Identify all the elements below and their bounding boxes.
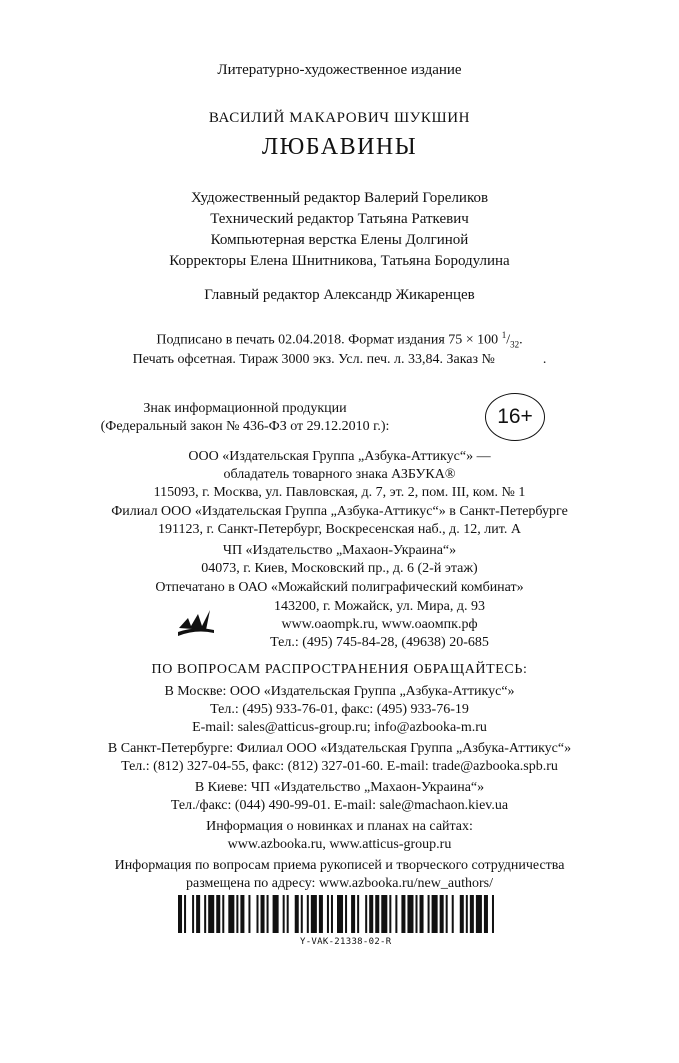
barcode-bar — [369, 895, 373, 933]
age-label-2: (Федеральный закон № 436-ФЗ от 29.12.2010 г.): — [100, 419, 390, 434]
barcode-bar — [256, 895, 258, 933]
barcode-bar — [287, 895, 289, 933]
barcode-bar — [381, 895, 387, 933]
print-info-line-1: Подписано в печать 02.04.2018. Формат издания 75 × 100 $^1/_{32}$. — [156, 330, 523, 350]
publisher-line: ЧП «Издательство „Махаон-Украина“» — [222, 543, 457, 558]
barcode-bar — [389, 895, 391, 933]
barcode-bar — [216, 895, 220, 933]
barcode-bar — [357, 895, 359, 933]
printer-line: Отпечатано в ОАО «Можайский полиграфический комбинат» — [155, 580, 524, 595]
print-end: . — [542, 352, 547, 367]
barcode-bar — [395, 895, 397, 933]
distribution-kiev-contacts: Тел./факс: (044) 490-99-01. E-mail: sale@machaon.kiev.ua — [170, 798, 509, 813]
distribution-spb-contacts: Тел.: (812) 327-04-55, факс: (812) 327-01-60. E-mail: trade@azbooka.spb.ru — [121, 759, 558, 774]
barcode-bar — [192, 895, 194, 933]
barcode-bar — [178, 895, 182, 933]
distribution-moscow: В Москве: ООО «Издательская Группа „Азбука-Аттикус“» — [164, 684, 515, 699]
barcode-bar — [420, 895, 424, 933]
barcode-code: Y-VAK-21338-02-R — [300, 937, 392, 947]
barcode-bar — [307, 895, 309, 933]
print-info-line-2 — [0, 352, 679, 368]
barcode-bar — [440, 895, 444, 933]
barcode-bar — [345, 895, 347, 933]
publisher-line: ООО «Издательская Группа „Азбука-Аттикус“» — — [188, 449, 491, 464]
print-end: . — [519, 332, 523, 348]
barcode-bar — [466, 895, 468, 933]
barcode-bar — [415, 895, 417, 933]
distribution-moscow-email: E-mail: sales@atticus-group.ru; info@azbooka-m.ru — [192, 720, 487, 735]
barcode-bar — [248, 895, 250, 933]
age-label-1: Знак информационной продукции — [143, 401, 347, 416]
barcode-bar — [184, 895, 186, 933]
barcode-bar — [351, 895, 355, 933]
barcode-bar — [273, 895, 279, 933]
barcode-bar — [236, 895, 238, 933]
barcode — [178, 895, 496, 933]
fraction-numerator: 1 — [501, 330, 507, 340]
barcode-bar — [492, 895, 494, 933]
distribution-heading: ПО ВОПРОСАМ РАСПРОСТРАНЕНИЯ ОБРАЩАЙТЕСЬ: — [151, 662, 528, 677]
printer-phone: Тел.: (495) 745-84-28, (49638) 20-685 — [270, 635, 489, 650]
barcode-bar — [375, 895, 379, 933]
barcode-bar — [261, 895, 265, 933]
barcode-bar — [401, 895, 405, 933]
barcode-bar — [331, 895, 333, 933]
manuscripts-address: размещена по адресу: www.azbooka.ru/new_authors/ — [186, 876, 493, 891]
barcode-bar — [267, 895, 269, 933]
fraction-denominator: 32 — [510, 339, 520, 350]
author-name: ВАСИЛИЙ МАКАРОВИЧ ШУКШИН — [208, 110, 471, 126]
publisher-line: обладатель товарного знака АЗБУКА® — [223, 467, 456, 482]
distribution-kiev: В Киеве: ЧП «Издательство „Махаон-Украина“» — [194, 780, 485, 795]
printer-logo — [176, 606, 216, 640]
credit-line: Художественный редактор Валерий Гореликов — [190, 190, 489, 206]
websites-heading: Информация о новинках и планах на сайтах: — [206, 819, 473, 834]
barcode-bar — [327, 895, 329, 933]
print-run: Печать офсетная. Тираж 3000 экз. Усл. печ. л. 33,84. Заказ № — [132, 352, 495, 367]
barcode-bar — [407, 895, 413, 933]
barcode-bar — [470, 895, 474, 933]
barcode-bar — [222, 895, 224, 933]
barcode-bar — [452, 895, 454, 933]
barcode-bar — [295, 895, 299, 933]
publisher-line: Филиал ООО «Издательская Группа „Азбука-Аттикус“» в Санкт-Петербурге — [111, 504, 568, 519]
barcode-bar — [204, 895, 206, 933]
barcode-bar — [484, 895, 488, 933]
book-title: ЛЮБАВИНЫ — [261, 134, 418, 160]
barcode-bar — [319, 895, 323, 933]
manuscripts-info: Информация по вопросам приема рукописей и творческого сотрудничества — [114, 858, 565, 873]
publisher-address: 191123, г. Санкт-Петербург, Воскресенская наб., д. 12, лит. А — [158, 522, 521, 537]
barcode-bar — [240, 895, 244, 933]
barcode-bar — [337, 895, 343, 933]
credit-line: Корректоры Елена Шнитникова, Татьяна Бородулина — [169, 253, 510, 269]
print-format: Подписано в печать 02.04.2018. Формат издания 75 × 100 — [156, 332, 499, 348]
barcode-bar — [446, 895, 448, 933]
barcode-bar — [301, 895, 303, 933]
websites-list: www.azbooka.ru, www.atticus-group.ru — [227, 837, 452, 852]
barcode-bar — [432, 895, 438, 933]
chief-editor: Главный редактор Александр Жикаренцев — [204, 287, 475, 303]
age-rating-badge: 16+ — [485, 393, 545, 441]
distribution-spb: В Санкт-Петербурге: Филиал ООО «Издательская Группа „Азбука-Аттикус“» — [107, 741, 572, 756]
printer-website: www.oaompk.ru, www.oaoмпк.рф — [281, 617, 478, 632]
barcode-bar — [311, 895, 317, 933]
barcode-bar — [208, 895, 214, 933]
barcode-bar — [228, 895, 234, 933]
credit-line: Технический редактор Татьяна Раткевич — [210, 211, 469, 227]
edition-type: Литературно-художественное издание — [217, 62, 462, 78]
barcode-bar — [196, 895, 200, 933]
credit-line: Компьютерная верстка Елены Долгиной — [210, 232, 469, 248]
publisher-address: 115093, г. Москва, ул. Павловская, д. 7, эт. 2, пом. III, ком. № 1 — [153, 485, 526, 500]
publisher-address: 04073, г. Киев, Московский пр., д. 6 (2-й этаж) — [201, 561, 478, 576]
barcode-bar — [283, 895, 285, 933]
distribution-moscow-phone: Тел.: (495) 933-76-01, факс: (495) 933-76-19 — [210, 702, 469, 717]
barcode-bar — [428, 895, 430, 933]
barcode-bar — [476, 895, 482, 933]
printer-address: 143200, г. Можайск, ул. Мира, д. 93 — [274, 599, 485, 614]
barcode-bar — [365, 895, 367, 933]
barcode-bar — [460, 895, 464, 933]
